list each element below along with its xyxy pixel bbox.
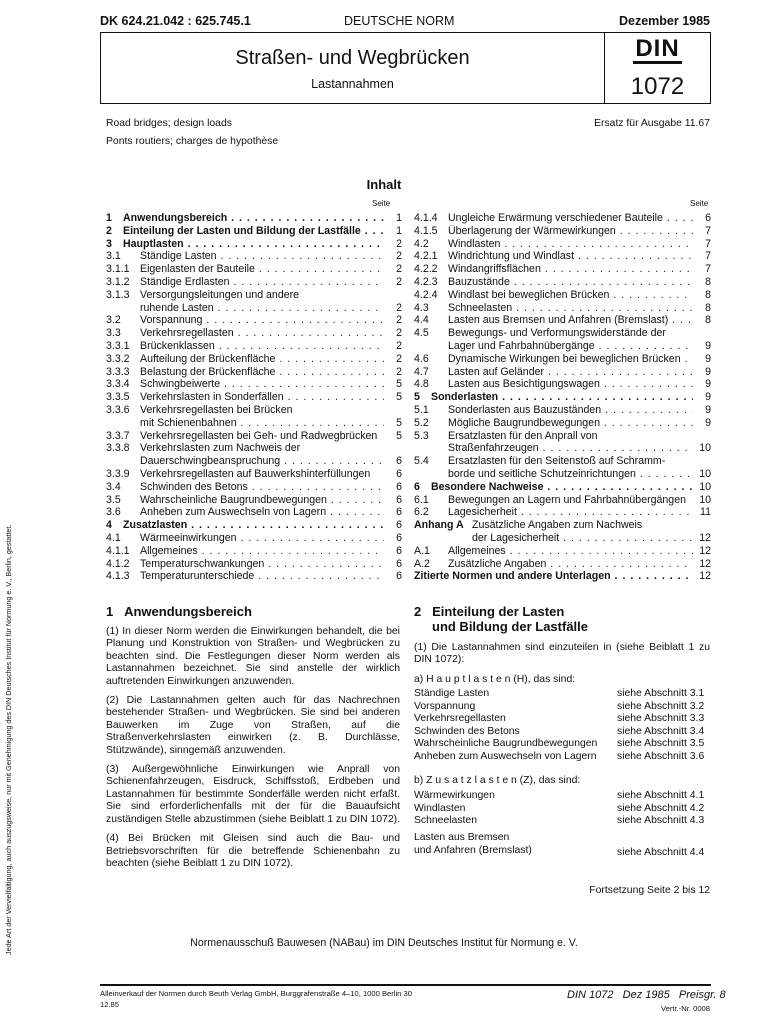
toc-entry-page: 7 — [705, 250, 711, 263]
load-item — [414, 688, 714, 701]
section1-para-1: (1) In dieser Norm werden die Einwirkungen behandelt, die bei Planung und Konstruktion von Straßen- und Wegbrücken zu beachten sind. Die Festlegungen dieser Norm werden als Lastannahmen bezeichnet. Sie sind anstelle der wirklich auftretenden Einwirkungen anzuwenden. — [106, 626, 400, 687]
section2-number: 2 — [414, 604, 422, 619]
toc-entry-title: Verkehrsregellasten bei Geh- und Radwegbrücken — [140, 429, 378, 442]
din-box — [604, 32, 711, 104]
toc-entry-number: 5.4 — [414, 455, 429, 468]
load-reference: siehe Abschnitt 3.5 — [617, 738, 705, 749]
copyright-side-note: Jede Art der Vervielfältigung, auch auszugsweise, nur mit Genehmigung des DIN Deutsches Institut für Normung e. V., Berlin, gestattet. — [4, 524, 13, 955]
toc-entry — [414, 378, 711, 391]
toc-entry-page: 2 — [396, 327, 402, 340]
load-name: Schwinden des Betons — [414, 725, 520, 737]
toc-entry-page: 9 — [705, 352, 711, 365]
toc-entry — [414, 212, 711, 225]
toc-entry-title: Versorgungsleitungen und andere — [140, 288, 300, 301]
toc-entry-page: 12 — [699, 570, 711, 583]
document-title: Straßen- und Wegbrücken — [235, 47, 470, 69]
toc-entry-number: 4.1.5 — [414, 224, 438, 237]
toc-entry-number: 2 — [106, 224, 112, 237]
toc-entry — [106, 340, 402, 353]
toc-entry — [106, 417, 402, 430]
toc-entry-page: 2 — [396, 263, 402, 276]
replaces-note: Ersatz für Ausgabe 11.67 — [594, 118, 710, 129]
toc-entry-title: borde und seitliche Schutzeinrichtungen . . . — [448, 468, 693, 481]
toc-entry-title: Wahrscheinliche Baugrundbewegungen . . . — [140, 494, 384, 507]
toc-entry-number: 5.1 — [414, 403, 429, 416]
toc-entry-title: Zusätzliche Angaben . . . — [448, 558, 693, 571]
toc-entry — [106, 532, 402, 545]
load-name: Wärmewirkungen — [414, 790, 495, 801]
toc-entry — [414, 558, 711, 571]
toc-entry-title: Zitierte Normen und andere Unterlagen . . . — [414, 570, 693, 583]
toc-entry — [414, 302, 711, 315]
toc-entry — [106, 481, 402, 494]
toc-entry-title: Vorspannung . . . — [140, 314, 384, 327]
toc-entry-number: 4.4 — [414, 314, 429, 327]
toc-entry-number: 3.3.2 — [106, 352, 130, 365]
toc-entry-title: Ersatzlasten für den Seitenstoß auf Schramm- — [448, 455, 666, 468]
toc-entry-number: 3.6 — [106, 506, 121, 519]
toc-entry-number: 4.2 — [414, 237, 429, 250]
load-reference: siehe Abschnitt 4.3 — [617, 815, 705, 826]
toc-entry-number: 6 — [414, 480, 420, 493]
toc-entry-title: Lasten auf Geländer . . . — [448, 366, 693, 379]
toc-entry-page: 6 — [396, 519, 402, 532]
toc-entry — [106, 494, 402, 507]
toc-entry-title: Verkehrsregellasten . . . — [140, 327, 384, 340]
toc-entry — [414, 545, 711, 558]
load-item — [414, 726, 714, 739]
toc-entry-title: Windlast bei beweglichen Brücken . . . — [448, 289, 693, 302]
toc-entry — [414, 289, 711, 302]
toc-entry-number: 4.6 — [414, 352, 429, 365]
toc-entry-page: 6 — [396, 506, 402, 519]
toc-entry — [414, 250, 711, 263]
toc-entry — [106, 378, 402, 391]
toc-entry-number: 5.2 — [414, 416, 429, 429]
toc-entry-title: Temperaturunterschiede . . . — [140, 570, 384, 583]
toc-entry-page: 5 — [396, 416, 402, 429]
toc-entry-page: 9 — [705, 416, 711, 429]
toc-entry-title: Lasten aus Besichtigungswagen . . . — [448, 378, 693, 391]
toc-left-column — [106, 212, 402, 583]
toc-entry-page: 2 — [396, 365, 402, 378]
toc-entry — [414, 519, 711, 532]
toc-entry — [106, 442, 402, 455]
toc-entry — [106, 519, 402, 532]
load-item — [414, 738, 714, 751]
toc-entry — [414, 506, 711, 519]
toc-entry — [414, 404, 711, 417]
toc-entry-page: 5 — [396, 378, 402, 391]
toc-entry-title: Mögliche Baugrundbewegungen . . . — [448, 417, 693, 430]
load-reference: siehe Abschnitt 3.1 — [617, 688, 705, 699]
toc-entry — [106, 391, 402, 404]
toc-entry-page: 2 — [396, 250, 402, 263]
toc-entry — [414, 570, 711, 583]
toc-entry — [414, 327, 711, 340]
toc-entry-title: Temperaturschwankungen . . . — [140, 558, 384, 571]
toc-entry-title: Schwingbeiwerte . . . — [140, 378, 384, 391]
toc-entry-number: 4.1 — [106, 531, 121, 544]
toc-entry-number: 3.3.7 — [106, 429, 130, 442]
section1-body — [106, 626, 400, 877]
toc-entry — [106, 225, 402, 238]
toc-entry — [106, 558, 402, 571]
section2-title-line2: und Bildung der Lastfälle — [432, 619, 589, 634]
toc-entry-title: Lagesicherheit . . . — [448, 506, 693, 519]
load-item — [414, 713, 714, 726]
toc-entry-title: Lager und Fahrbahnübergänge . . . — [448, 340, 693, 353]
toc-entry — [106, 455, 402, 468]
toc-entry-number: 3.3.3 — [106, 365, 130, 378]
toc-entry-title: Dynamische Wirkungen bei beweglichen Brücken . . . — [448, 353, 693, 366]
toc-entry-page: 9 — [705, 378, 711, 391]
toc-entry-title: Schwinden des Betons . . . — [140, 481, 384, 494]
toc-entry-number: 4.1.2 — [106, 557, 130, 570]
main-loads-list — [414, 688, 714, 763]
toc-entry-number: 3.3.5 — [106, 391, 130, 404]
toc-heading: Inhalt — [366, 177, 402, 192]
toc-entry-page: 1 — [396, 212, 402, 224]
toc-entry-page: 6 — [396, 493, 402, 506]
toc-entry — [414, 366, 711, 379]
load-name: Wahrscheinliche Baugrundbewegungen — [414, 738, 598, 749]
toc-entry-page: 5 — [396, 391, 402, 404]
toc-entry-title: Eigenlasten der Bauteile . . . — [140, 263, 384, 276]
toc-entry-number: 3.3.9 — [106, 467, 130, 480]
toc-entry-page: 10 — [699, 480, 711, 493]
footer-din-ref — [567, 989, 726, 1001]
toc-entry-title: Hauptlasten . . . — [123, 238, 384, 251]
toc-entry — [414, 417, 711, 430]
toc-entry-number: 4.1.1 — [106, 544, 130, 557]
load-reference: siehe Abschnitt 3.4 — [617, 725, 705, 737]
toc-entry-title: Verkehrslasten in Sonderfällen . . . — [140, 391, 384, 404]
toc-entry-title: Zusätzliche Angaben zum Nachweis — [472, 519, 643, 532]
braking-load-ref: siehe Abschnitt 4.4 — [617, 847, 705, 858]
toc-entry-title: Anheben zum Auswechseln von Lagern . . . — [140, 506, 384, 519]
toc-page-label-left: Seite — [372, 199, 391, 208]
english-title: Road bridges; design loads — [106, 118, 232, 129]
toc-entry-title: Windlasten . . . — [448, 238, 693, 251]
toc-entry-page: 8 — [705, 301, 711, 314]
dk-number: DK 624.21.042 : 625.745.1 — [100, 14, 251, 28]
toc-entry — [106, 468, 402, 481]
load-name: Verkehrsregellasten — [414, 713, 506, 724]
toc-entry-title: der Lagesicherheit . . . — [472, 532, 693, 545]
toc-entry — [414, 314, 711, 327]
load-reference: siehe Abschnitt 3.3 — [617, 713, 705, 724]
din-number: 1072 — [630, 73, 685, 100]
toc-entry-number: 4.1.3 — [106, 570, 130, 583]
braking-load-line2: und Anfahren (Bremslast) — [414, 844, 532, 856]
toc-page-label-right: Seite — [690, 199, 709, 208]
section1-title: Anwendungsbereich — [124, 604, 252, 619]
toc-entry — [106, 570, 402, 583]
load-item — [414, 751, 714, 764]
toc-entry-page: 5 — [396, 429, 402, 442]
toc-entry-page: 7 — [705, 224, 711, 237]
toc-entry-title: Ständige Lasten . . . — [140, 250, 384, 263]
distribution-number: Vertr.-Nr. 0008 — [661, 1004, 710, 1013]
toc-entry-page: 1 — [396, 224, 402, 237]
toc-entry-page: 6 — [396, 467, 402, 480]
toc-entry — [106, 430, 402, 443]
toc-entry-title: Straßenfahrzeugen . . . — [448, 442, 693, 455]
toc-entry — [106, 404, 402, 417]
toc-entry-page: 6 — [396, 570, 402, 583]
load-name: Vorspannung — [414, 700, 476, 712]
toc-entry-number: 3.1.2 — [106, 275, 130, 288]
toc-entry-number: 3.4 — [106, 480, 121, 493]
toc-entry-page: 10 — [699, 493, 711, 506]
norm-label: DEUTSCHE NORM — [344, 14, 455, 28]
toc-entry-page: 8 — [705, 275, 711, 288]
load-reference: siehe Abschnitt 3.2 — [617, 700, 705, 712]
toc-entry-title: Lasten aus Bremsen und Anfahren (Bremslast) . . . — [448, 314, 693, 327]
toc-entry-page: 10 — [699, 442, 711, 455]
toc-entry-title: Ungleiche Erwärmung verschiedener Bauteile . . . — [448, 212, 693, 225]
toc-entry-page: 8 — [705, 314, 711, 327]
toc-entry-title: Bauzustände . . . — [448, 276, 693, 289]
toc-entry-number: 1 — [106, 212, 112, 224]
toc-entry-title: Wärmeeinwirkungen . . . — [140, 532, 384, 545]
toc-entry-page: 6 — [396, 531, 402, 544]
toc-entry-number: A.2 — [414, 557, 430, 570]
load-name: Windlasten — [414, 802, 466, 814]
toc-entry — [106, 366, 402, 379]
load-item — [414, 701, 714, 714]
toc-entry-title: Brückenklassen . . . — [140, 340, 384, 353]
toc-entry-page: 6 — [396, 455, 402, 468]
additional-loads-list — [414, 790, 714, 828]
footer-price: Preisgr. 8 — [678, 989, 726, 1001]
french-title: Ponts routiers; charges de hypothèse — [106, 136, 279, 147]
publisher-note: Alleinverkauf der Normen durch Beuth Verlag GmbH, Burggrafenstraße 4–10, 1000 Berlin 30 — [100, 989, 412, 998]
toc-entry — [106, 263, 402, 276]
toc-entry-number: 3.3 — [106, 327, 121, 340]
additional-loads-label: b) Z u s a t z l a s t e n (Z), das sind: — [414, 775, 581, 786]
toc-entry — [106, 302, 402, 315]
section1-para-4: (4) Bei Brücken mit Gleisen sind auch die Bau- und Betriebsvorschriften für die betreffende Schienenbahn zu beachten (siehe Beiblatt 1 zu DIN 1072). — [106, 833, 400, 869]
toc-entry — [414, 468, 711, 481]
toc-entry — [414, 353, 711, 366]
toc-entry-page: 2 — [396, 237, 402, 250]
toc-entry-number: 4.2.3 — [414, 275, 438, 288]
title-box — [100, 32, 605, 104]
toc-entry-title: Einteilung der Lasten und Bildung der Lastfälle . . . — [123, 225, 384, 238]
toc-entry — [414, 430, 711, 443]
load-name: Schneelasten — [414, 815, 477, 826]
toc-entry-page: 12 — [699, 531, 711, 544]
toc-entry-title: Verkehrsregellasten bei Brücken — [140, 403, 293, 416]
din-logo: DIN — [635, 35, 680, 62]
load-reference: siehe Abschnitt 4.2 — [617, 802, 705, 814]
toc-entry-number: 3.5 — [106, 493, 121, 506]
toc-entry-page: 12 — [699, 544, 711, 557]
toc-entry-title: Sonderlasten . . . — [431, 391, 693, 404]
issue-date: Dezember 1985 — [618, 14, 710, 28]
toc-entry-number: 4 — [106, 519, 112, 532]
toc-entry — [106, 506, 402, 519]
toc-entry — [106, 276, 402, 289]
load-reference: siehe Abschnitt 4.1 — [617, 790, 705, 801]
toc-entry — [106, 238, 402, 251]
toc-entry-number: 4.2.2 — [414, 263, 438, 276]
load-item — [414, 790, 714, 803]
toc-entry-number: 3.1.3 — [106, 288, 130, 301]
footer-rule — [100, 984, 711, 986]
toc-entry-number: 3.1 — [106, 250, 121, 263]
section1-para-2: (2) Die Lastannahmen gelten auch für das Nachrechnen bestehender Straßen- und Wegbrücken. Sie sind bei anderen Bauwerken im Zuge von Straßen, auf die Straßenverkehrslasten einwirken (z. B. Durchlässe, Stützwände), sinngemäß anzuwenden. — [106, 695, 400, 756]
toc-entry-number: 5 — [414, 391, 420, 404]
toc-entry-title: Windangriffsflächen . . . — [448, 263, 693, 276]
toc-entry-title: Aufteilung der Brückenfläche . . . — [140, 353, 384, 366]
toc-entry-title: Belastung der Brückenfläche . . . — [140, 366, 384, 379]
section2-intro: (1) Die Lastannahmen sind einzuteilen in (siehe Beiblatt 1 zu DIN 1072): — [414, 642, 710, 666]
toc-entry-number: 3 — [106, 237, 112, 250]
toc-entry — [414, 455, 711, 468]
toc-entry-title: ruhende Lasten . . . — [140, 302, 384, 315]
toc-entry-title: Ständige Erdlasten . . . — [140, 276, 384, 289]
toc-entry-number: 4.3 — [414, 301, 429, 314]
toc-entry-page: 8 — [705, 288, 711, 301]
toc-entry-page: 2 — [396, 339, 402, 352]
toc-entry-title: mit Schienenbahnen . . . — [140, 417, 384, 430]
toc-entry — [414, 238, 711, 251]
committee-line: Normenausschuß Bauwesen (NABau) im DIN Deutsches Institut für Normung e. V. — [190, 937, 578, 949]
load-name: Anheben zum Auswechseln von Lagern — [414, 750, 597, 762]
toc-entry — [414, 340, 711, 353]
toc-entry-title: Anwendungsbereich . . . — [123, 212, 384, 225]
toc-entry-title: Verkehrslasten zum Nachweis der — [140, 442, 301, 455]
toc-entry — [414, 442, 711, 455]
toc-entry-title: Verkehrsregellasten auf Bauwerkshinterfüllungen — [140, 467, 371, 480]
toc-entry-title: Besondere Nachweise . . . — [431, 481, 693, 494]
toc-entry-page: 9 — [705, 339, 711, 352]
braking-load-line1: Lasten aus Bremsen — [414, 832, 510, 843]
load-reference: siehe Abschnitt 3.6 — [617, 750, 705, 762]
toc-entry-title: Zusatzlasten . . . — [123, 519, 384, 532]
toc-entry-page: 6 — [396, 557, 402, 570]
toc-entry-number: 6.1 — [414, 493, 429, 506]
toc-entry-title: Bewegungen an Lagern und Fahrbahnübergängen — [448, 493, 686, 506]
toc-entry-number: 6.2 — [414, 506, 429, 519]
toc-entry-number: 4.5 — [414, 327, 429, 340]
continuation-note: Fortsetzung Seite 2 bis 12 — [589, 885, 710, 896]
toc-entry-page: 10 — [699, 467, 711, 480]
toc-entry-title: Überlagerung der Wärmewirkungen . . . — [448, 225, 693, 238]
footer-din-number: DIN 1072 — [567, 989, 614, 1001]
toc-entry-number: 3.2 — [106, 314, 121, 327]
toc-entry — [414, 225, 711, 238]
document-subtitle: Lastannahmen — [311, 77, 394, 91]
section1-number: 1 — [106, 604, 114, 619]
toc-entry-title: Bewegungs- und Verformungswiderstände der — [448, 327, 666, 340]
toc-entry-page: 6 — [396, 544, 402, 557]
toc-entry-title: Schneelasten . . . — [448, 302, 693, 315]
toc-entry-title: Ersatzlasten für den Anprall von — [448, 429, 598, 442]
toc-entry-number: 3.3.6 — [106, 403, 130, 416]
toc-entry — [414, 263, 711, 276]
load-item — [414, 803, 714, 816]
toc-entry — [106, 250, 402, 263]
toc-entry-number: 4.8 — [414, 378, 429, 391]
toc-entry-number: 4.1.4 — [414, 212, 438, 224]
toc-entry — [106, 353, 402, 366]
toc-entry-page: 2 — [396, 314, 402, 327]
toc-entry-number: 3.3.1 — [106, 339, 130, 352]
toc-entry-page: 2 — [396, 301, 402, 314]
toc-entry-page: 7 — [705, 263, 711, 276]
load-name: Ständige Lasten — [414, 688, 490, 699]
toc-entry-title: Allgemeines . . . — [140, 545, 384, 558]
toc-entry-page: 6 — [705, 212, 711, 224]
toc-entry-title: Sonderlasten aus Bauzuständen . . . — [448, 404, 693, 417]
toc-entry-number: Anhang A — [414, 519, 464, 532]
toc-entry-page: 9 — [705, 391, 711, 404]
toc-entry-page: 9 — [705, 365, 711, 378]
toc-entry-title: Windrichtung und Windlast . . . — [448, 250, 693, 263]
main-loads-label: a) H a u p t l a s t e n (H), das sind: — [414, 674, 576, 685]
toc-entry-number: 3.3.8 — [106, 442, 130, 455]
section2-heading — [414, 604, 588, 634]
toc-entry-page: 12 — [699, 557, 711, 570]
toc-entry-page: 2 — [396, 275, 402, 288]
toc-entry-number: 3.3.4 — [106, 378, 130, 391]
print-code: 12.85 — [100, 1000, 120, 1009]
toc-entry-page: 9 — [705, 403, 711, 416]
section1-heading — [106, 604, 252, 619]
toc-entry-number: A.1 — [414, 544, 430, 557]
toc-entry-page: 11 — [700, 506, 711, 519]
toc-entry — [414, 494, 711, 507]
toc-entry — [106, 545, 402, 558]
section2-title-line1: Einteilung der Lasten — [432, 604, 565, 619]
toc-entry — [414, 276, 711, 289]
toc-entry-page: 2 — [396, 352, 402, 365]
toc-entry-page: 6 — [396, 480, 402, 493]
toc-entry-title: Dauerschwingbeanspruchung . . . — [140, 455, 384, 468]
toc-entry — [106, 314, 402, 327]
section1-para-3: (3) Außergewöhnliche Einwirkungen wie Anprall von Schienenfahrzeugen, Eisdruck, Schiffsstoß, Erdbeben und Lastannahmen für bestimmte Sonderfälle werden nicht erfaßt. Sie sind erforderlichenfalls mit der für die Bauaufsicht zuständigen Stelle abzustimmen (siehe Beiblatt 1 zu DIN 1072). — [106, 764, 400, 825]
toc-entry-number: 5.3 — [414, 429, 429, 442]
toc-entry-title: Allgemeines . . . — [448, 545, 693, 558]
toc-entry-page: 7 — [705, 237, 711, 250]
toc-entry — [106, 212, 402, 225]
toc-entry-number: 4.2.4 — [414, 288, 438, 301]
toc-entry — [414, 391, 711, 404]
load-item — [414, 815, 714, 828]
toc-entry — [106, 327, 402, 340]
toc-entry-number: 4.7 — [414, 365, 429, 378]
footer-date: Dez 1985 — [622, 989, 670, 1001]
toc-entry — [106, 289, 402, 302]
toc-entry — [414, 481, 711, 494]
toc-entry — [414, 532, 711, 545]
toc-entry-number: 4.2.1 — [414, 250, 438, 263]
braking-load-item — [414, 832, 532, 857]
toc-right-column — [414, 212, 711, 583]
toc-entry-number: 3.1.1 — [106, 263, 130, 276]
